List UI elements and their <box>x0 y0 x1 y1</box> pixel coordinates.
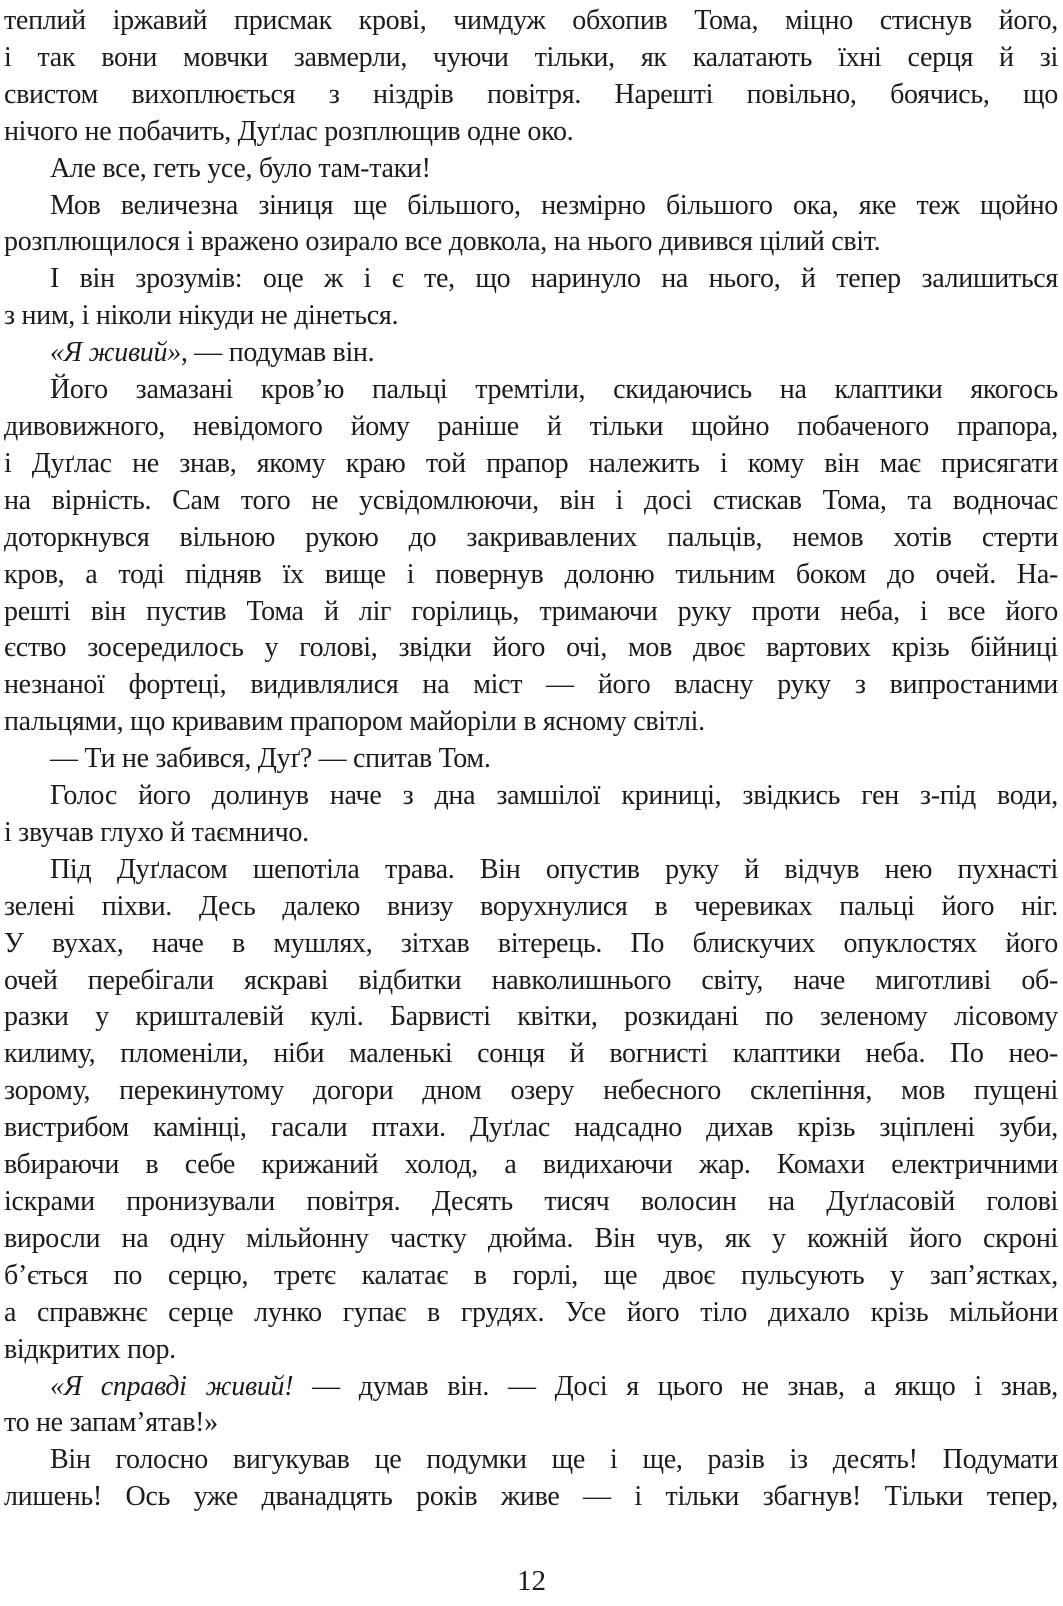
text-line: очей перебігали яскраві відбитки навколишнього світу, наче миготливі об- <box>4 964 1058 996</box>
text-segment: — думав він. — Досі я цього не знав, а якщо і знав, <box>293 1370 1058 1402</box>
text-line: теплий іржавий присмак крові, чимдуж обхопив Тома, міцно стиснув його, <box>4 5 1058 36</box>
text-line: і так вони мовчки завмерли, чуючи тільки, як калатають їхні серця й зі <box>4 41 1058 73</box>
text-line: виросли на одну мільйонну частку дюйма. Він чув, як у кожній його скроні <box>4 1222 1058 1254</box>
text-line: доторкнувся вільною рукою до закривавлених пальців, немов хотів стерти <box>4 521 1058 553</box>
text-line: іскрами пронизували повітря. Десять тисяч волосин на Дуґласовій голові <box>4 1186 1058 1217</box>
text-line: Мов величезна зіниця ще більшого, незмірно більшого ока, яке теж щойно <box>50 189 1058 221</box>
text-line <box>4 335 1058 372</box>
text-line: а справжнє серце лунко гупає в грудях. Усе його тіло дихало крізь мільйони <box>4 1296 1058 1328</box>
text-line: килиму, пломеніли, ніби маленькі сонця й вогнисті клаптики неба. По нео- <box>4 1038 1058 1070</box>
text-line: і Дуґлас не знав, якому краю той прапор належить і кому він має присягати <box>4 447 1058 479</box>
text-line: незнаної фортеці, видивлялися на міст — його власну руку з випростаними <box>4 669 1058 701</box>
page-number: 12 <box>517 1565 546 1597</box>
text-line: пальцями, що кривавим прапором майоріли в ясному світлі. <box>4 706 705 738</box>
text-line: з ним, і ніколи нікуди не дінеться. <box>4 300 399 332</box>
text-line: свистом вихоплюється з ніздрів повітря. Нарешті повільно, боячись, що <box>4 78 1058 110</box>
text-line: решті він пустив Тома й ліг горілиць, тримаючи руку проти неба, і все його <box>4 595 1058 627</box>
page-text <box>4 3 1058 1516</box>
text-line: нічого не побачить, Дуґлас розплющив одне око. <box>4 115 574 147</box>
text-line: вистрибом камінці, гасали птахи. Дуґлас надсадно дихав крізь зціплені зуби, <box>4 1112 1058 1144</box>
text-line: зорому, перекинутому догори дном озеру небесного склепіння, мов пущені <box>4 1075 1058 1107</box>
text-line: Під Дуґласом шепотіла трава. Він опустив руку й відчув нею пухнасті <box>50 853 1058 885</box>
text-line: відкритих пор. <box>4 1333 176 1365</box>
text-line <box>4 1369 1058 1406</box>
text-line: Його замазані кров’ю пальці тремтіли, скидаючись на клаптики якогось <box>50 374 1058 406</box>
text-line: єство зосередилось у голові, звідки його очі, мов двоє вартових крізь бійниці <box>4 632 1058 664</box>
text-line: на вірність. Сам того не усвідомлюючи, він і досі стискав Тома, та водночас <box>4 484 1058 516</box>
text-line: зелені піхви. Десь далеко внизу ворухнулися в черевиках пальці його ніг. <box>4 890 1058 922</box>
text-line: разки у кришталевій кулі. Барвисті квітки, розкидані по зеленому лісовому <box>4 1001 1058 1033</box>
italic-phrase: «Я живий» <box>50 337 181 369</box>
italic-phrase: «Я справді живий! <box>50 1370 294 1402</box>
text-line: — Ти не забився, Дуґ? — спитав Том. <box>50 743 491 775</box>
text-line: розплющилося і вражено озирало все довкола, на нього дивився цілий світ. <box>4 226 881 258</box>
text-line: Голос його долинув наче з дна замшілої криниці, звідкись ген з-під води, <box>50 780 1058 812</box>
text-line: кров, а тоді підняв їх вище і повернув долоню тильним боком до очей. На- <box>4 558 1058 590</box>
text-line: Він голосно вигукував це подумки ще і ще, разів із десять! Подумати <box>50 1444 1058 1476</box>
text-line: і звучав глухо й таємничо. <box>4 816 309 848</box>
text-line: б’ється по серцю, третє калатає в горлі, ще двоє пульсують у зап’ястках, <box>4 1259 1058 1291</box>
text-segment: , — подумав він. <box>180 337 375 369</box>
text-line: то не запам’ятав!» <box>4 1407 218 1439</box>
text-line: вбираючи в себе крижаний холод, а видихаючи жар. Комахи електричними <box>4 1149 1058 1181</box>
text-line: дивовижного, невідомого йому раніше й тільки щойно побаченого прапора, <box>4 410 1058 442</box>
text-line: У вухах, наче в мушлях, зітхав вітерець. По блискучих опуклостях його <box>4 927 1058 959</box>
text-line: І він зрозумів: оце ж і є те, що наринуло на нього, й тепер залишиться <box>50 263 1058 295</box>
text-line: Але все, геть усе, було там-таки! <box>50 152 431 184</box>
text-line: лишень! Ось уже дванадцять років живе — і тільки збагнув! Тільки тепер, <box>4 1481 1058 1513</box>
